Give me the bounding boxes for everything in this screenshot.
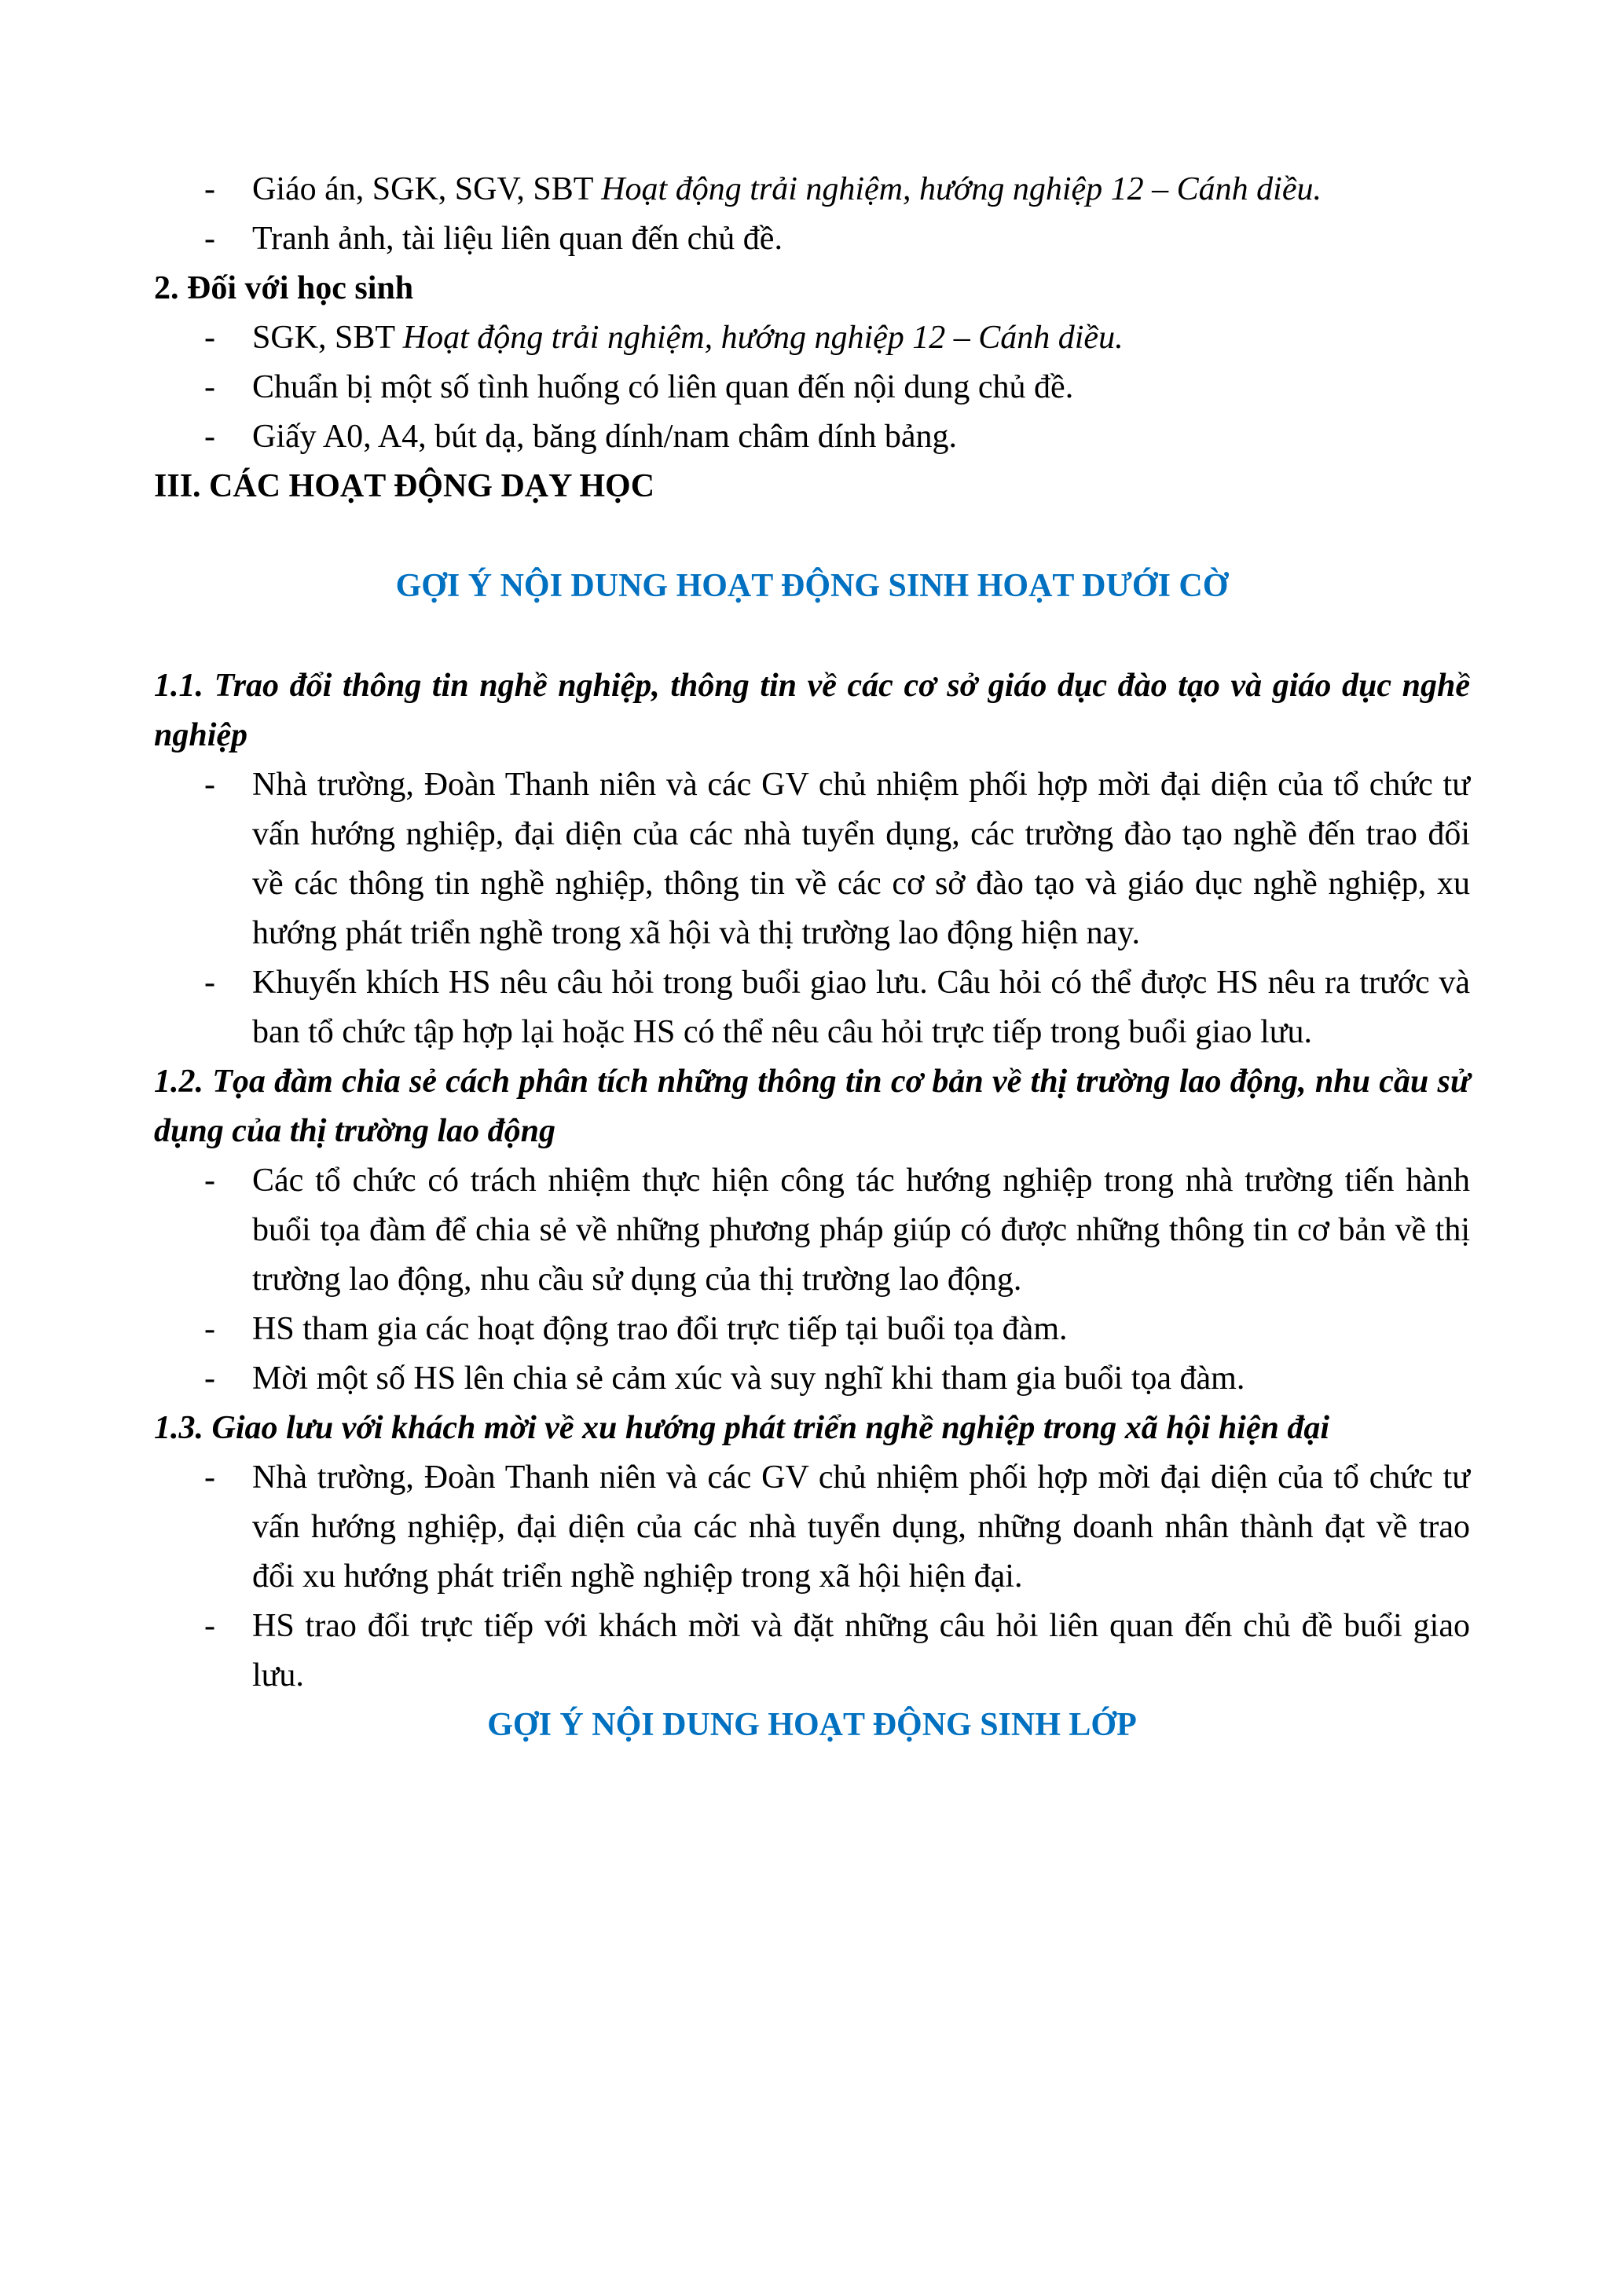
bullet-dash: - bbox=[204, 1360, 215, 1397]
bullet-dash: - bbox=[204, 767, 215, 803]
list-item-text bbox=[252, 171, 1322, 207]
bullet-dash: - bbox=[204, 221, 215, 257]
bullet-dash: - bbox=[204, 1163, 215, 1199]
subheading-1-1: 1.1. Trao đổi thông tin nghề nghiệp, thông tin về các cơ sở giáo dục đào tạo và giáo dục nghề nghiệp bbox=[154, 668, 1470, 753]
list-item bbox=[154, 760, 1470, 958]
list-item-text: Khuyến khích HS nêu câu hỏi trong buổi giao lưu. Câu hỏi có thể được HS nêu ra trước và ban tổ chức tập hợp lại hoặc HS có thể nêu câu hỏi trực tiếp trong buổi giao lưu. bbox=[252, 965, 1470, 1050]
list-item bbox=[154, 1305, 1470, 1354]
sub11-list bbox=[154, 760, 1470, 1057]
text-run-italic: Hoạt động trải nghiệm, hướng nghiệp 12 – Cánh diều. bbox=[601, 171, 1322, 207]
list-item bbox=[154, 313, 1470, 363]
list-item-text bbox=[252, 369, 1073, 405]
text-run: SGK, SBT bbox=[252, 320, 403, 356]
subheading-1-2: 1.2. Tọa đàm chia sẻ cách phân tích những thông tin cơ bản về thị trường lao động, nhu cầu sử dụng của thị trường lao động bbox=[154, 1064, 1470, 1149]
bullet-dash: - bbox=[204, 171, 215, 207]
bullet-dash: - bbox=[204, 419, 215, 455]
list-item-text: HS tham gia các hoạt động trao đổi trực tiếp tại buổi tọa đàm. bbox=[252, 1311, 1068, 1347]
text-run: Tranh ảnh, tài liệu liên quan đến chủ đề. bbox=[252, 221, 783, 257]
list-item-text bbox=[252, 320, 1124, 356]
list-item-text: Mời một số HS lên chia sẻ cảm xúc và suy nghĩ khi tham gia buổi tọa đàm. bbox=[252, 1360, 1245, 1397]
heading-flag-ceremony: GỢI Ý NỘI DUNG HOẠT ĐỘNG SINH HOẠT DƯỚI CỜ bbox=[395, 568, 1229, 604]
text-run: Giấy A0, A4, bút dạ, băng dính/nam châm dính bảng. bbox=[252, 419, 958, 455]
list-item bbox=[154, 958, 1470, 1057]
list-item bbox=[154, 165, 1470, 214]
bullet-dash: - bbox=[204, 1608, 215, 1644]
list-item-text: Nhà trường, Đoàn Thanh niên và các GV chủ nhiệm phối hợp mời đại diện của tổ chức tư vấn hướng nghiệp, đại diện của các nhà tuyển dụng, những doanh nhân thành đạt về trao đổi xu hướng phát triển nghề nghiệp trong xã hội hiện đại. bbox=[252, 1459, 1470, 1595]
sub12-list bbox=[154, 1156, 1470, 1404]
heading-class-activity: GỢI Ý NỘI DUNG HOẠT ĐỘNG SINH LỚP bbox=[487, 1707, 1137, 1743]
bullet-dash: - bbox=[204, 1459, 215, 1496]
sub13-list bbox=[154, 1453, 1470, 1701]
text-run: Giáo án, SGK, SGV, SBT bbox=[252, 171, 602, 207]
list-item bbox=[154, 363, 1470, 412]
heading-students: 2. Đối với học sinh bbox=[154, 270, 414, 306]
list-item bbox=[154, 1156, 1470, 1305]
bullet-dash: - bbox=[204, 369, 215, 405]
list-item bbox=[154, 1354, 1470, 1404]
list-item-text bbox=[252, 221, 783, 257]
text-run: Chuẩn bị một số tình huống có liên quan đến nội dung chủ đề. bbox=[252, 369, 1074, 405]
student-prep-list bbox=[154, 313, 1470, 462]
list-item-text bbox=[252, 419, 957, 455]
bullet-dash: - bbox=[204, 965, 215, 1001]
teacher-prep-list bbox=[154, 165, 1470, 264]
list-item bbox=[154, 214, 1470, 264]
list-item-text: HS trao đổi trực tiếp với khách mời và đặt những câu hỏi liên quan đến chủ đề buổi giao lưu. bbox=[252, 1608, 1470, 1694]
list-item-text: Các tổ chức có trách nhiệm thực hiện công tác hướng nghiệp trong nhà trường tiến hành buổi tọa đàm để chia sẻ về những phương pháp giúp có được những thông tin cơ bản về thị trường lao động, nhu cầu sử dụng của thị trường lao động. bbox=[252, 1163, 1470, 1298]
bullet-dash: - bbox=[204, 320, 215, 356]
list-item-text: Nhà trường, Đoàn Thanh niên và các GV chủ nhiệm phối hợp mời đại diện của tổ chức tư vấn hướng nghiệp, đại diện của các nhà tuyển dụng, các trường đào tạo nghề đến trao đổi về các thông tin nghề nghiệp, thông tin về các cơ sở đào tạo và giáo dục nghề nghiệp, xu hướng phát triển nghề trong xã hội và thị trường lao động hiện nay. bbox=[252, 767, 1470, 951]
heading-activities-section: III. CÁC HOẠT ĐỘNG DẠY HỌC bbox=[154, 468, 655, 504]
list-item bbox=[154, 1602, 1470, 1701]
text-run-italic: Hoạt động trải nghiệm, hướng nghiệp 12 – Cánh diều. bbox=[402, 320, 1124, 356]
list-item bbox=[154, 1453, 1470, 1602]
subheading-1-3: 1.3. Giao lưu với khách mời về xu hướng phát triển nghề nghiệp trong xã hội hiện đại bbox=[154, 1410, 1330, 1446]
list-item bbox=[154, 412, 1470, 462]
bullet-dash: - bbox=[204, 1311, 215, 1347]
